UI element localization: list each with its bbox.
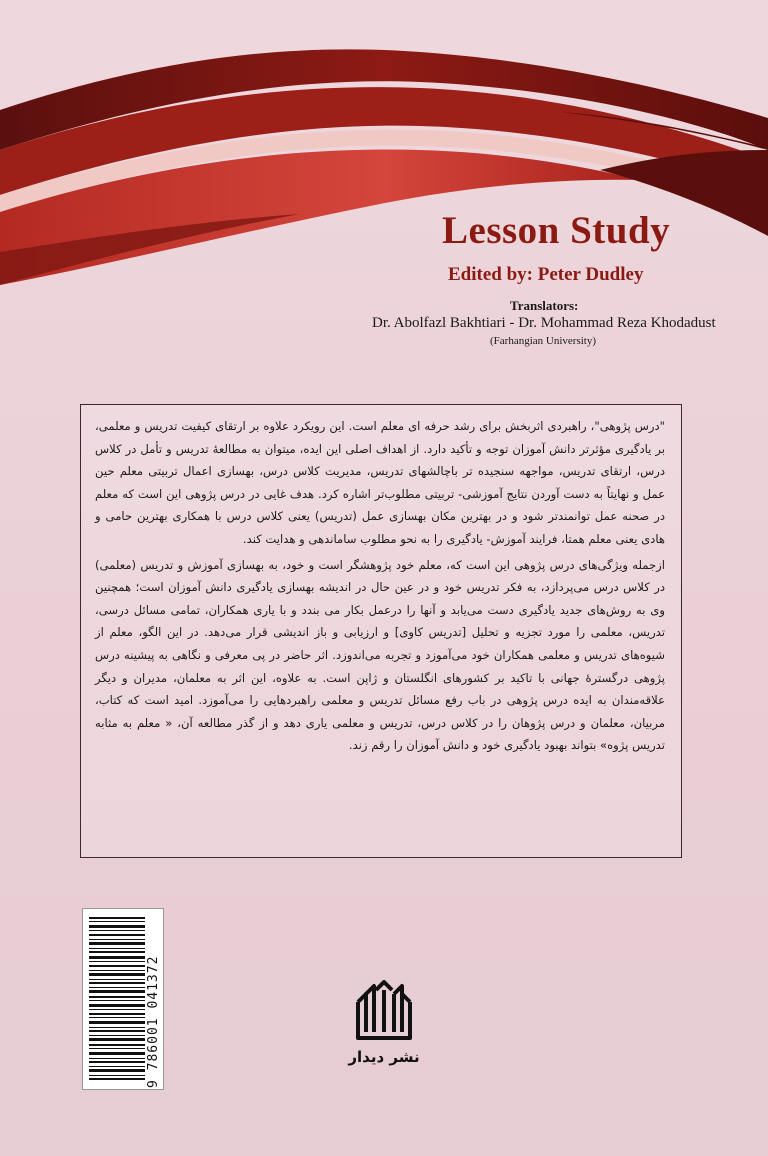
book-stack-logo-icon [344,980,424,1050]
description-box [80,404,682,858]
translators-label: Translators: [510,298,579,313]
isbn-digits: 9 786001 041372 [146,955,161,1088]
decorative-swoosh-band [0,0,768,300]
affiliation: (Farhangian University) [490,335,596,347]
description-paragraph-1: "درس پژوهی"، راهبردی اثربخش برای رشد حرفه ای معلم است. این رویکرد علاوه بر ارتقای کیفیت تدریس و معلمی، بر یادگیری مؤثرتر دانش آموزان توجه و تأکید دارد. از اهداف اصلی این ایده، میتوان به مطالعۀ تدریس و تأمل در کلاس درس، ارتقای تدریس، مواجهه سنجیده تر باچالشهای تدریس، مدیریت کلاس درس، بهسازی اعمال تربیتی معلم حین عمل و نهایتاً به دست آوردن نتایج آموزشی- تربیتی مطلوب‌تر اشاره کرد. هدف غایی در درس پژوهی این است که معلم در صحنه عمل توانمندتر شود و در بهترین مکان بهسازی عمل (تدریس) یعنی کلاس درس با همکاری بهترین حامی و هادی یعنی معلم همتا، فرایند آموزش- یادگیری را به نحو مطلوب ساماندهی و هدایت کند. [95,419,665,546]
publisher-name: نشر دیدار [348,1048,420,1066]
description-paragraph-2: ازجمله ویژگی‌های درس پژوهی این است که، معلم خود پژوهشگر است و خود، به بهسازی آموزش و تدریس (معلمی) در کلاس درس می‌پردازد، به فکر تدریس خود و در عین حال در اندیشه بهسازی یادگیری دانش آموزان است؛ همچنین وی به روش‌های جدید یادگیری دست می‌یابد و آنها را درعمل بکار می بندد و با یاری همکاران، تمامی مسائل درسی، تدریس، معلمی را مورد تجزیه و تحلیل [تدریس کاوی] و ارزیابی و باز اندیشی قرار می‌دهد. در این الگو، معلم از شیوه‌های تدریس و معلمی همکاران خود می‌آموزد و تجربه می‌اندوزد. اثر حاضر در پی معرفی و نگاهی به پیشینه درس پژوهی درگسترۀ جهانی با تاکید بر کشورهای انگلستان و ژاپن است. به علاوه، این اثر به معلمان، مدیران و دیگر علاقه‌مندان به ایده درس پژوهی در باب رفع مسائل تدریس و معلمی راهبردهایی را می‌آموزد. امید است که کتاب، مربیان، معلمان و درس پژوهان را در کلاس درس، تدریس و معلمی یاری دهد و از گذر مطالعه آن، « معلم به مثابه تدریس پژوه» بتواند بهبود یادگیری خود و دانش آموزان را رقم زند. [95,557,665,753]
book-title: Lesson Study [442,209,671,252]
editor-line: Edited by: Peter Dudley [448,264,644,285]
translators-names: Dr. Abolfazl Bakhtiari - Dr. Mohammad Reza Khodadust [372,315,716,331]
